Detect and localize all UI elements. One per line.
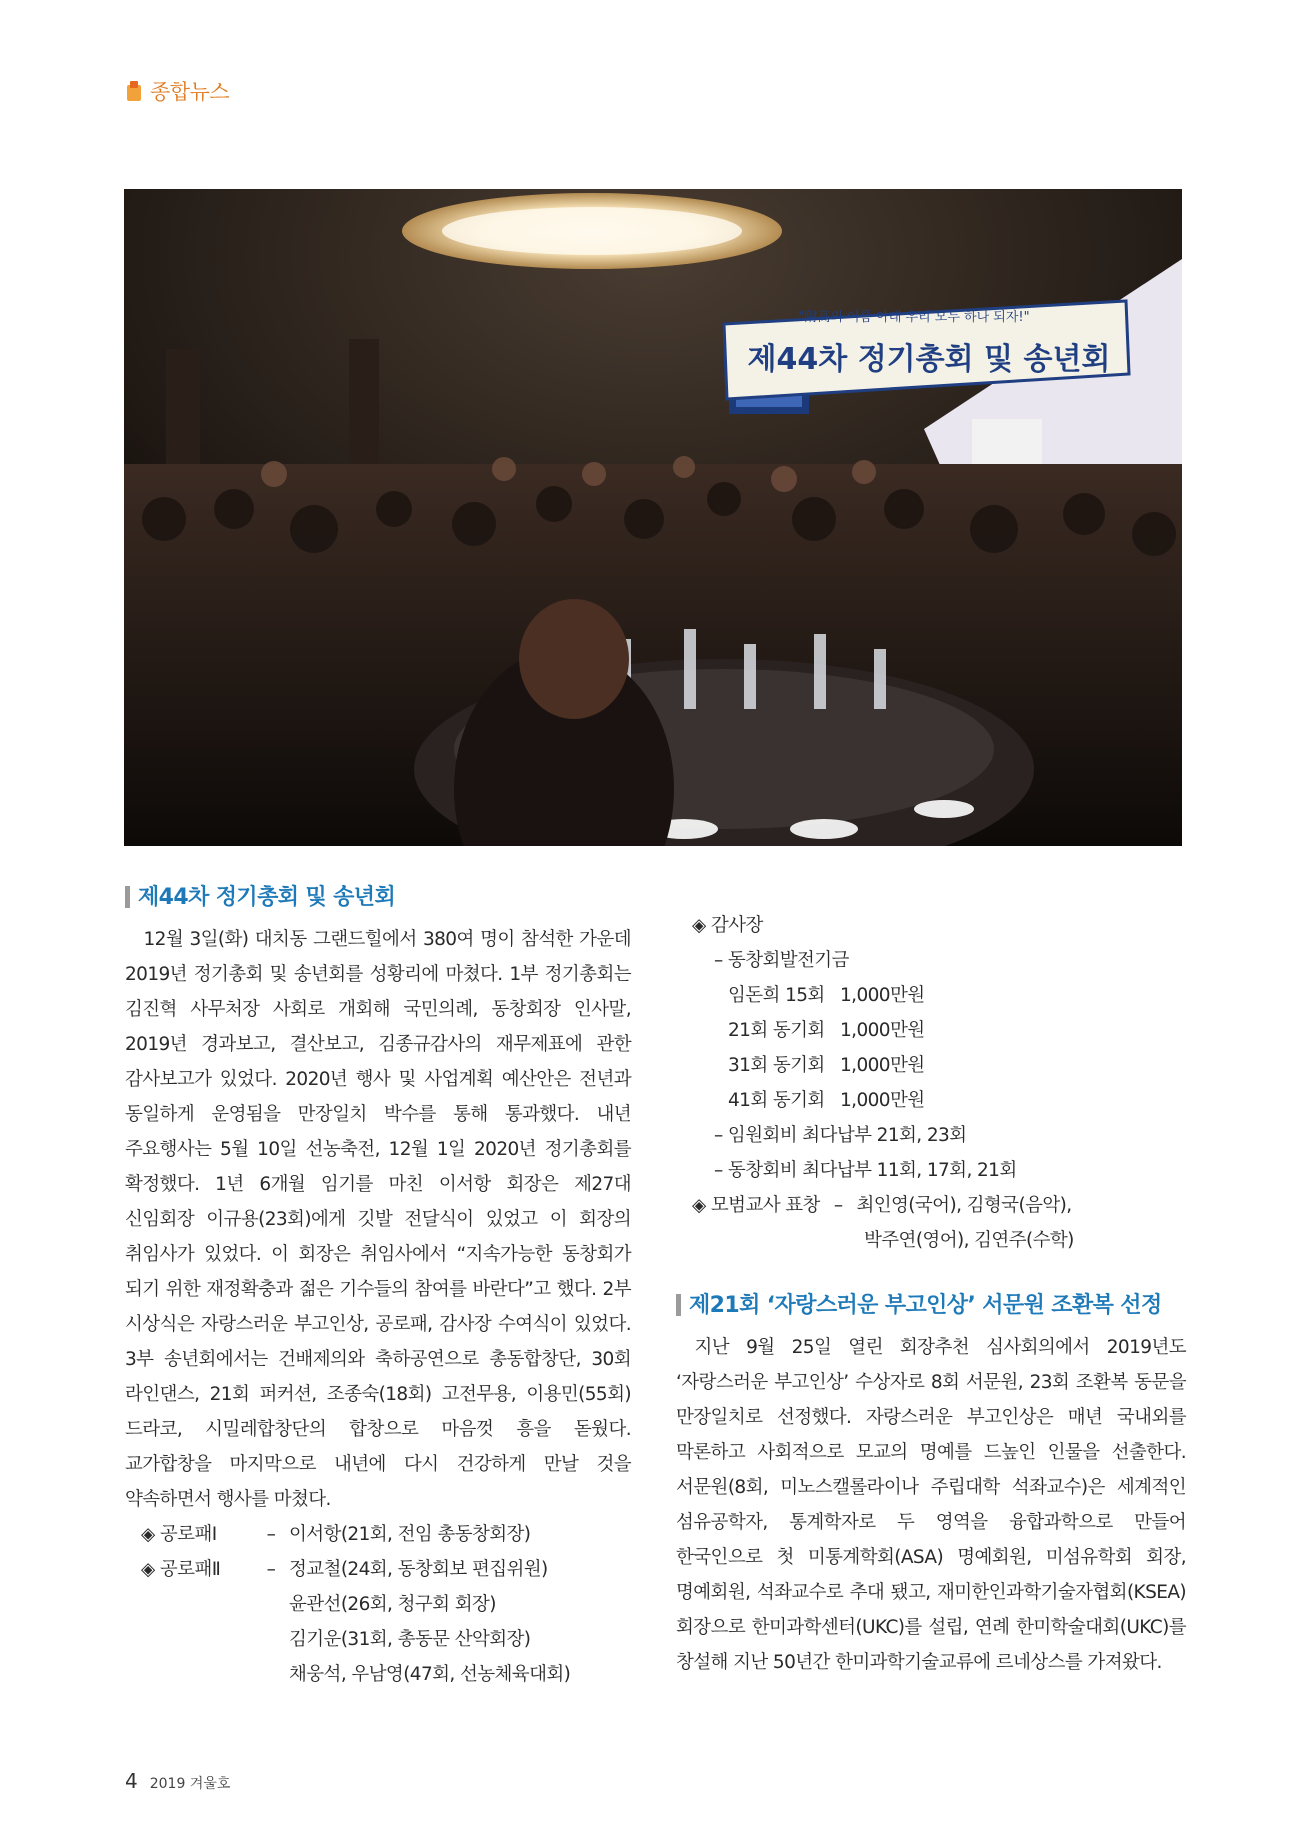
donation-name: 21회 동기회 bbox=[728, 1020, 825, 1041]
banner-top-text: "附高의 이름 아래 우리 모두 하나 되자!" bbox=[798, 310, 1030, 325]
donation-row bbox=[728, 1048, 1186, 1083]
fund-title: – 동창회발전기금 bbox=[714, 950, 849, 971]
award2-name: 김기운(31회, 총동문 산악회장) bbox=[289, 1629, 531, 1650]
member-fee: – 동창회비 최다납부 11회, 17회, 21회 bbox=[714, 1160, 1017, 1181]
award1-row bbox=[141, 1517, 631, 1552]
issue-label: 2019 겨울호 bbox=[149, 1776, 231, 1792]
thanks-title: ◈ 감사장 bbox=[692, 915, 763, 936]
teacher-names: 박주연(영어), 김연주(수학) bbox=[864, 1230, 1074, 1251]
donation-amount: 1,000만원 bbox=[840, 1090, 925, 1111]
teacher-names: 최인영(국어), 김형국(음악), bbox=[856, 1195, 1072, 1216]
heading-marker bbox=[125, 886, 130, 908]
article2-title: 제21회 ‘자랑스러운 부고인상’ 서문원 조환복 선정 bbox=[689, 1292, 1162, 1318]
award1-label: ◈ 공로패Ⅰ bbox=[141, 1524, 217, 1545]
article2-heading bbox=[676, 1288, 1186, 1322]
event-photo bbox=[124, 189, 1182, 846]
teacher-award-row bbox=[692, 1188, 1186, 1223]
article1-heading bbox=[125, 880, 631, 914]
donation-name: 41회 동기회 bbox=[728, 1090, 825, 1111]
officer-fee: – 임원회비 최다납부 21회, 23회 bbox=[714, 1125, 967, 1146]
page-number: 4 bbox=[125, 1769, 138, 1793]
news-icon bbox=[125, 80, 143, 102]
award2-row bbox=[141, 1552, 631, 1587]
donation-row bbox=[728, 1083, 1186, 1118]
award1-names: 이서항(21회, 전임 총동창회장) bbox=[289, 1524, 531, 1545]
right-column bbox=[676, 908, 1186, 1680]
award1-dash: – bbox=[266, 1524, 276, 1545]
article1-title: 제44차 정기총회 및 송년회 bbox=[138, 884, 396, 910]
teacher-dash: – bbox=[833, 1195, 843, 1216]
article1-body: 12월 3일(화) 대치동 그랜드힐에서 380여 명이 참석한 가운데 2019년 정기총회 및 송년회를 성황리에 마쳤다. 1부 정기총회는 김진혁 사무처장 사회로 개회해 국민의례, 동창회장 인사말, 2019년 경과보고, 결산보고, 김종규감사의 재무제표에 관한 감사보고가 있었다. 2020년 행사 및 사업계획 예산안은 전년과 동일하게 운영됨을 만장일치 박수를 통해 통과했다. 내년 주요행사는 5월 10일 선농축전, 12월 1일 2020년 정기총회를 확정했다. 1년 6개월 임기를 마친 이서항 회장은 제27대 신임회장 이규용(23회)에게 깃발 전달식이 있었고 이 회장의 취임사가 있었다. 이 회장은 취임사에서 “지속가능한 동창회가 되기 위한 재정확충과 젊은 기수들의 참여를 바란다”고 했다. 2부 시상식은 자랑스러운 부고인상, 공로패, 감사장 수여식이 있었다. 3부 송년회에서는 건배제의와 축하공연으로 총동합창단, 30회 라인댄스, 21회 퍼커션, 조종숙(18회) 고전무용, 이용민(55회) 드라코, 시밀레합창단의 합창으로 마음껏 흥을 돋웠다. 교가합창을 마지막으로 내년에 다시 건강하게 만날 것을 약속하면서 행사를 마쳤다. bbox=[125, 929, 631, 1510]
award2-name: 정교철(24회, 동창회보 편집위원) bbox=[289, 1559, 548, 1580]
section-tag-label: 종합뉴스 bbox=[150, 80, 230, 104]
donation-amount: 1,000만원 bbox=[840, 1020, 925, 1041]
page-footer bbox=[125, 1769, 230, 1793]
left-column bbox=[125, 880, 631, 1692]
award2-name: 윤관선(26회, 청구회 회장) bbox=[289, 1594, 496, 1615]
donation-amount: 1,000만원 bbox=[840, 985, 925, 1006]
donation-name: 31회 동기회 bbox=[728, 1055, 825, 1076]
section-tag bbox=[125, 76, 229, 106]
donation-amount: 1,000만원 bbox=[840, 1055, 925, 1076]
teacher-label: ◈ 모범교사 표창 bbox=[692, 1195, 820, 1216]
award2-label: ◈ 공로패Ⅱ bbox=[141, 1559, 221, 1580]
heading-marker bbox=[676, 1294, 681, 1316]
donation-row bbox=[728, 978, 1186, 1013]
award2-name: 채웅석, 우남영(47회, 선농체육대회) bbox=[289, 1664, 571, 1685]
article2-body: 지난 9월 25일 열린 회장추천 심사회의에서 2019년도 ‘자랑스러운 부고인상’ 수상자로 8회 서문원, 23회 조환복 동문을 만장일치로 선정했다. 자랑스러운 부고인상은 매년 국내외를 막론하고 사회적으로 모교의 명예를 드높인 인물을 선출한다. 서문원(8회, 미노스캘롤라이나 주립대학 석좌교수)은 세계적인 섬유공학자, 통계학자로 두 영역을 융합과학으로 만들어 한국인으로 첫 미통계학회(ASA) 명예회원, 미섬유학회 회장, 명예회원, 석좌교수로 추대 됐고, 재미한인과학기술자협회(KSEA) 회장으로 한미과학센터(UKC)를 설립, 연례 한미학술대회(UKC)를 창설해 지난 50년간 한미과학기술교류에 르네상스를 가져왔다. bbox=[676, 1337, 1186, 1673]
donation-name: 임돈희 15회 bbox=[728, 985, 825, 1006]
banner-main-text: 제44차 정기총회 및 송년회 bbox=[747, 342, 1111, 377]
award2-dash: – bbox=[266, 1559, 276, 1580]
donation-row bbox=[728, 1013, 1186, 1048]
